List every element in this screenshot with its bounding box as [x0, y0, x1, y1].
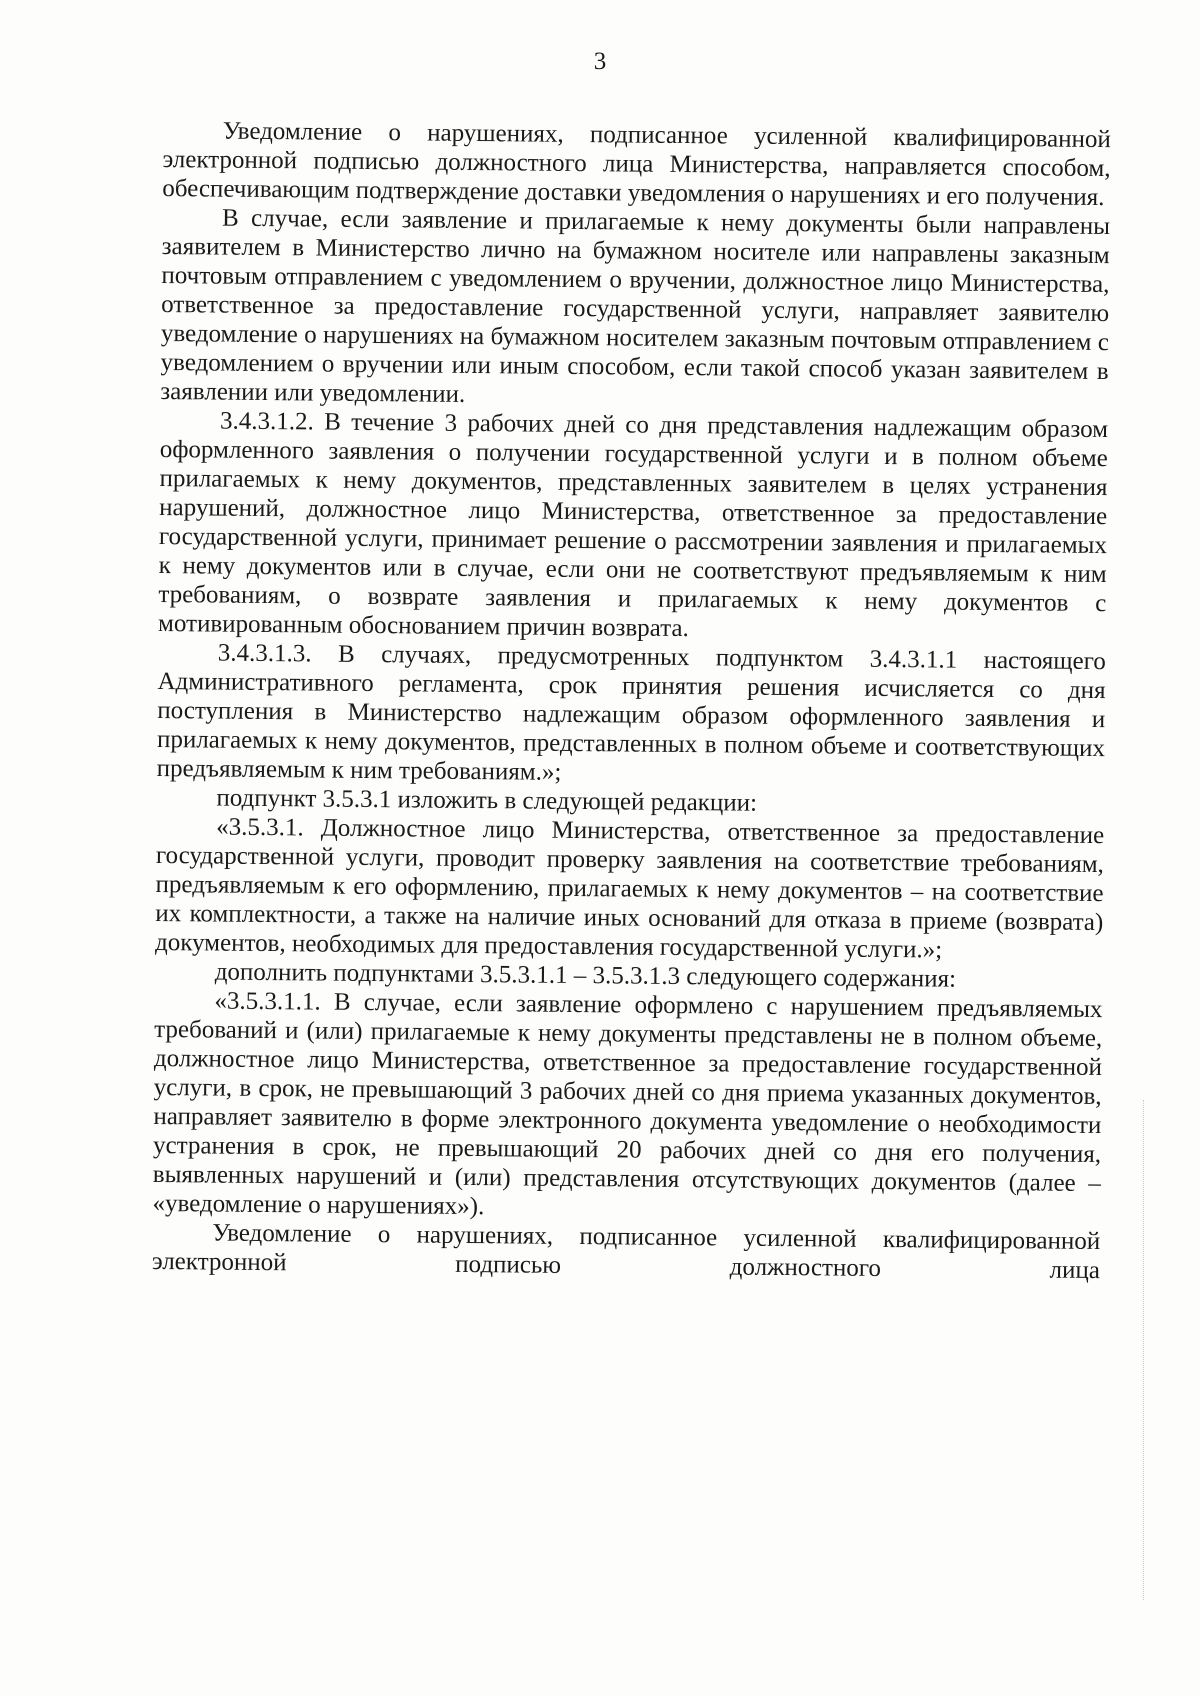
paragraph-notification-signed: Уведомление о нарушениях, подписанное усиленной квалифицированной электронной подписью должностного лица Министерства, направляется способом, обеспечивающим подтверждение доставки уведомления о нарушениях и его получения.: [162, 117, 1111, 212]
paragraph-amend-3-5-3-1: подпункт 3.5.3.1 изложить в следующей редакции:: [216, 784, 758, 817]
document-body: [152, 116, 1111, 1285]
paragraph-3-5-3-1-1: «3.5.3.1.1. В случае, если заявление оформлено с нарушением предъявляемых требований и (или) прилагаемые к нему документы представлены не в полном объеме, должностное лицо Министерства, ответственное за предоставление государственной услуги, в срок, не превышающий 3 рабочих дней со дня приема указанных документов, направляет заявителю в форме электронного документа уведомление о необходимости устранения в срок, не превышающий 20 рабочих дней со дня его получения, выявленных нарушений и (или) представления отсутствующих документов (далее – «уведомление о нарушениях»).: [152, 987, 1103, 1221]
paragraph-3-5-3-1: «3.5.3.1. Должностное лицо Министерства, ответственное за предоставление государственной услуги, проводит проверку заявления на соответствие требованиям, предъявляемым к его оформлению, прилагаемых к нему документов – на соответствие их комплектности, а также на наличие иных оснований для отказа в приеме (возврата) документов, необходимых для предоставления государственной услуги.»;: [154, 813, 1105, 964]
page-number: 3: [593, 48, 607, 75]
paragraph-3-4-3-1-3: 3.4.3.1.3. В случаях, предусмотренных подпунктом 3.4.3.1.1 настоящего Административного регламента, срок принятия решения исчисляется со дня поступления в Министерство надлежащим образом оформленного заявления и прилагаемых к нему документов, представленных в полном объеме и соответствующих предъявляемым к ним требованиям.»;: [156, 639, 1106, 786]
paragraph-3-4-3-1-2: 3.4.3.1.2. В течение 3 рабочих дней со дня представления надлежащим образом оформленного заявления о получении государственной услуги и в полном объеме прилагаемых к нему документов, представленных заявителем в целях устранения нарушений, должностное лицо Министерства, ответственное за предоставление государственной услуги, принимает решение о рассмотрении заявления и прилагаемых к нему документов или в случае, если они не соответствуют предъявляемым к ним требованиям, о возврате заявления и прилагаемых к нему документов с мотивированным обоснованием причин возврата.: [157, 407, 1109, 643]
scan-artifact: [1141, 1100, 1144, 1600]
paragraph-notification-signed-continued: Уведомление о нарушениях, подписанное усиленной квалифицированной электронной подписью должностного лица: [151, 1219, 1101, 1285]
paragraph-add-subitems: дополнить подпунктами 3.5.3.1.1 – 3.5.3.1.3 следующего содержания:: [214, 958, 957, 993]
paragraph-paper-submission: В случае, если заявление и прилагаемые к нему документы были направлены заявителем в Министерство лично на бумажном носителе или направлены заказным почтовым отправлением с уведомлением о вручении, должностное лицо Министерства, ответственное за предоставление государственной услуги, направляет заявителю уведомление о нарушениях на бумажном носителем заказным почтовым отправлением с уведомлением о вручении или иным способом, если такой способ указан заявителем в заявлении или уведомлении.: [160, 204, 1111, 408]
